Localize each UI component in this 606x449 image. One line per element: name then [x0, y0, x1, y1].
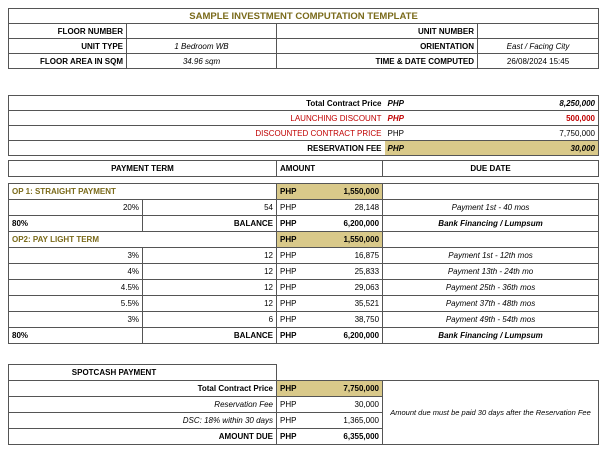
op2-row-due: Payment 25th - 36th mos	[383, 280, 599, 296]
op2-row	[9, 264, 599, 280]
spotcash-amount-due-label: AMOUNT DUE	[9, 429, 277, 445]
op2-balance-label: BALANCE	[143, 328, 277, 344]
op2-row-currency: PHP	[277, 248, 309, 264]
op2-row-pct: 4%	[9, 264, 143, 280]
header-block	[8, 8, 598, 69]
spotcash-tcp-currency: PHP	[277, 381, 309, 397]
op2-row	[9, 312, 599, 328]
op1-currency: PHP	[277, 184, 309, 200]
op1-balance-pct: 80%	[9, 216, 143, 232]
launching-discount-label: LAUNCHING DISCOUNT	[9, 111, 385, 126]
total-contract-price-currency: PHP	[385, 96, 421, 111]
op1-balance-amount: 6,200,000	[309, 216, 383, 232]
spotcash-dsc-value: 1,365,000	[309, 413, 383, 429]
time-date-label: TIME & DATE COMPUTED	[277, 54, 478, 69]
op2-balance-due: Bank Financing / Lumpsum	[383, 328, 599, 344]
op2-row	[9, 296, 599, 312]
op2-row-currency: PHP	[277, 264, 309, 280]
op1-title: OP 1: STRAIGHT PAYMENT	[9, 184, 277, 200]
col-payment-term: PAYMENT TERM	[9, 161, 277, 177]
op2-row-due: Payment 37th - 48th mos	[383, 296, 599, 312]
spotcash-tcp-value: 7,750,000	[309, 381, 383, 397]
total-contract-price-value: 8,250,000	[421, 96, 599, 111]
time-date-value: 26/08/2024 15:45	[478, 54, 599, 69]
op1-row-currency: PHP	[277, 200, 309, 216]
op2-balance-amount: 6,200,000	[309, 328, 383, 344]
op2-row-amount: 38,750	[309, 312, 383, 328]
floor-area-label: FLOOR AREA IN SQM	[9, 54, 127, 69]
op2-row-pct: 4.5%	[9, 280, 143, 296]
op1-balance-currency: PHP	[277, 216, 309, 232]
op2-row-due: Payment 49th - 54th mos	[383, 312, 599, 328]
page-title: SAMPLE INVESTMENT COMPUTATION TEMPLATE	[9, 9, 599, 24]
op2-row-months: 12	[143, 248, 277, 264]
op2-row-months: 12	[143, 296, 277, 312]
reservation-fee-label: RESERVATION FEE	[9, 141, 385, 156]
op2-row-amount: 16,875	[309, 248, 383, 264]
spotcash-dsc-currency: PHP	[277, 413, 309, 429]
launching-discount-currency: PHP	[385, 111, 421, 126]
orientation-label: ORIENTATION	[277, 39, 478, 54]
spotcash-reservation-value: 30,000	[309, 397, 383, 413]
op2-row-amount: 29,063	[309, 280, 383, 296]
col-due-date: DUE DATE	[383, 161, 599, 177]
spotcash-title: SPOTCASH PAYMENT	[9, 365, 277, 381]
discounted-price-value: 7,750,000	[421, 126, 599, 141]
op2-title: OP2: PAY LIGHT TERM	[9, 232, 277, 248]
price-block	[8, 95, 598, 156]
op1-balance-row	[9, 216, 599, 232]
reservation-fee-value: 30,000	[421, 141, 599, 156]
discounted-price-currency: PHP	[385, 126, 421, 141]
op2-row-currency: PHP	[277, 312, 309, 328]
op2-balance-pct: 80%	[9, 328, 143, 344]
op1-row-pct: 20%	[9, 200, 143, 216]
op2-row-months: 12	[143, 264, 277, 280]
spotcash-block	[8, 364, 598, 445]
unit-number-value	[478, 24, 599, 39]
op2-row-amount: 35,521	[309, 296, 383, 312]
op2-row-currency: PHP	[277, 280, 309, 296]
spotcash-amount-due-currency: PHP	[277, 429, 309, 445]
op2-row-currency: PHP	[277, 296, 309, 312]
op2-row	[9, 280, 599, 296]
op1-row-due: Payment 1st - 40 mos	[383, 200, 599, 216]
op1-total: 1,550,000	[309, 184, 383, 200]
op1-balance-label: BALANCE	[143, 216, 277, 232]
op2-balance-row	[9, 328, 599, 344]
op2-row-pct: 5.5%	[9, 296, 143, 312]
floor-number-label: FLOOR NUMBER	[9, 24, 127, 39]
floor-area-value: 34.96 sqm	[127, 54, 277, 69]
op2-row-amount: 25,833	[309, 264, 383, 280]
reservation-fee-currency: PHP	[385, 141, 421, 156]
unit-type-label: UNIT TYPE	[9, 39, 127, 54]
op2-row-pct: 3%	[9, 248, 143, 264]
unit-type-value: 1 Bedroom WB	[127, 39, 277, 54]
op1-row-amount: 28,148	[309, 200, 383, 216]
op2-row-pct: 3%	[9, 312, 143, 328]
orientation-value: East / Facing City	[478, 39, 599, 54]
floor-number-value	[127, 24, 277, 39]
spotcash-dsc-label: DSC: 18% within 30 days	[9, 413, 277, 429]
payment-terms-block	[8, 160, 598, 344]
spotcash-note: Amount due must be paid 30 days after the Reservation Fee	[383, 381, 599, 445]
op2-row-months: 6	[143, 312, 277, 328]
op2-row-due: Payment 1st - 12th mos	[383, 248, 599, 264]
op2-row-due: Payment 13th - 24th mo	[383, 264, 599, 280]
spotcash-tcp-label: Total Contract Price	[9, 381, 277, 397]
discounted-price-label: DISCOUNTED CONTRACT PRICE	[9, 126, 385, 141]
spotcash-reservation-label: Reservation Fee	[9, 397, 277, 413]
spotcash-reservation-currency: PHP	[277, 397, 309, 413]
op2-row-months: 12	[143, 280, 277, 296]
spotcash-amount-due-value: 6,355,000	[309, 429, 383, 445]
op1-row	[9, 200, 599, 216]
col-amount: AMOUNT	[277, 161, 383, 177]
op2-balance-currency: PHP	[277, 328, 309, 344]
launching-discount-value: 500,000	[421, 111, 599, 126]
op2-row	[9, 248, 599, 264]
op2-currency: PHP	[277, 232, 309, 248]
total-contract-price-label: Total Contract Price	[9, 96, 385, 111]
op2-total: 1,550,000	[309, 232, 383, 248]
op1-balance-due: Bank Financing / Lumpsum	[383, 216, 599, 232]
op1-row-months: 54	[143, 200, 277, 216]
unit-number-label: UNIT NUMBER	[277, 24, 478, 39]
